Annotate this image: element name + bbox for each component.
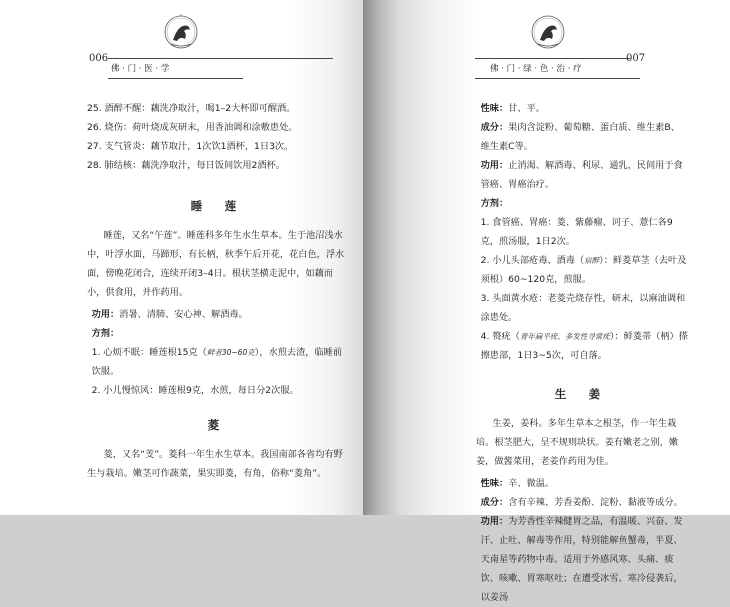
fang-label: 方剂： xyxy=(91,328,120,339)
section-title-shengjiang: 生 姜 xyxy=(554,387,610,401)
func-line: 功用：为芳香性辛辣健胃之品，有温暖、兴奋、发汗、止吐、解毒等作用，特别能解鱼蟹毒，半夏、天南星等药物中毒。适用于外感风寒、头痛、痰饮、咳嗽、胃寒呕吐；在遭受冰雪、寒冷侵袭后，以姜汤 xyxy=(480,516,683,603)
xingwei-line: 性味：辛、微温。 xyxy=(480,478,555,489)
right-running-title: 佛 · 门 · 绿 · 色 · 治 · 疗 xyxy=(490,64,582,74)
header-rule-top xyxy=(108,58,333,59)
left-page-number: 006 xyxy=(89,53,109,64)
left-page-header xyxy=(0,0,363,90)
section-intro-ling: 菱，又名“芰”。菱科一年生水生草本。我国南部各省均有野生与栽培。嫩茎可作蔬菜，果实即菱，有角，俗称“菱角”。 xyxy=(87,449,343,479)
recipe-item: 3. 头面黄水疮：老菱壳烧存性，研末，以麻油调和涂患处。 xyxy=(480,293,686,323)
right-page xyxy=(363,0,730,603)
left-page xyxy=(0,0,363,515)
list-item: 25. 酒醉不醒：藕洗净取汁，喝1–2大杯即可醒酒。 xyxy=(87,103,296,114)
chengfen-line: 成分：果肉含淀粉、葡萄糖、蛋白质、维生素B、维生素C等。 xyxy=(480,122,680,152)
buddha-emblem-icon xyxy=(530,14,566,52)
func-label: 功用： xyxy=(91,309,120,320)
header-rule-top xyxy=(475,58,630,59)
recipe-item: 2. 小儿慢惊风：睡莲根9克，水煎，每日分2次服。 xyxy=(91,385,299,396)
list-item: 27. 支气管炎：藕节取汁，1次饮1酒杯，1日3次。 xyxy=(87,141,294,152)
recipe-item: 1. 食管癌、胃癌：菱、紫藤瘤、诃子、薏仁各9克，煎汤服，1日2次。 xyxy=(480,217,673,247)
right-page-content xyxy=(476,99,688,607)
func-line xyxy=(87,305,349,324)
recipe-item: 4. 赘疣（青年扁平疣、多发性寻常疣）：鲜菱蒂（柄）搽擦患部，1日3~5次，可自落。 xyxy=(480,331,688,361)
header-rule-bottom xyxy=(475,78,640,79)
chengfen-line: 成分：含有辛辣、芳香姜酚、淀粉、黏液等成分。 xyxy=(480,497,683,508)
left-page-content xyxy=(87,99,349,483)
func-line: 功用：止消渴、解酒毒、利尿、通乳，民间用于食管癌、胃癌治疗。 xyxy=(480,160,683,190)
section-title-ling: 菱 xyxy=(207,418,229,432)
right-page-header xyxy=(363,0,730,90)
recipe-item: 2. 小儿头部疮毒、酒毒（宿醉）：鲜菱草茎（去叶及须根）60~120克，煎服。 xyxy=(480,255,687,285)
header-rule-bottom xyxy=(108,78,243,79)
left-running-title: 佛 · 门 · 医 · 学 xyxy=(111,64,170,74)
section-intro-shengjiang: 生姜，姜科。多年生草本之根茎，作一年生栽培。根茎肥大，呈不规则块状。姜有嫩老之别，嫩姜，做酱菜用，老姜作药用为佳。 xyxy=(476,418,679,467)
xingwei-line: 性味：甘、平。 xyxy=(480,103,545,114)
section-intro-shuilian: 睡莲，又名“午莲”。睡莲科多年生水生草本。生于池沼浅水中，叶浮水面，马蹄形，有长柄，秋季午后开花，花白色，浮水面，傍晚花闭合，连续开闭3–4日。根状茎横走泥中，如藕而小，供食用，并作药用。 xyxy=(87,230,345,298)
list-item: 28. 肺结核：藕洗净取汁，每日饭间饮用2酒杯。 xyxy=(87,160,285,171)
fang-label: 方剂： xyxy=(480,198,509,209)
func-text: 消暑、清肺、安心神、解酒毒。 xyxy=(119,309,248,320)
section-title-shuilian: 睡 莲 xyxy=(190,199,246,213)
right-page-number: 007 xyxy=(626,53,646,64)
list-item: 26. 烧伤：荷叶烧成灰研末，用香油调和涂敷患处。 xyxy=(87,122,298,133)
recipe-item: 1. 心烦不眠：睡莲根15克（鲜者30~60克），水煎去渣，临睡前饮服。 xyxy=(91,347,343,377)
buddha-emblem-icon xyxy=(163,14,199,52)
